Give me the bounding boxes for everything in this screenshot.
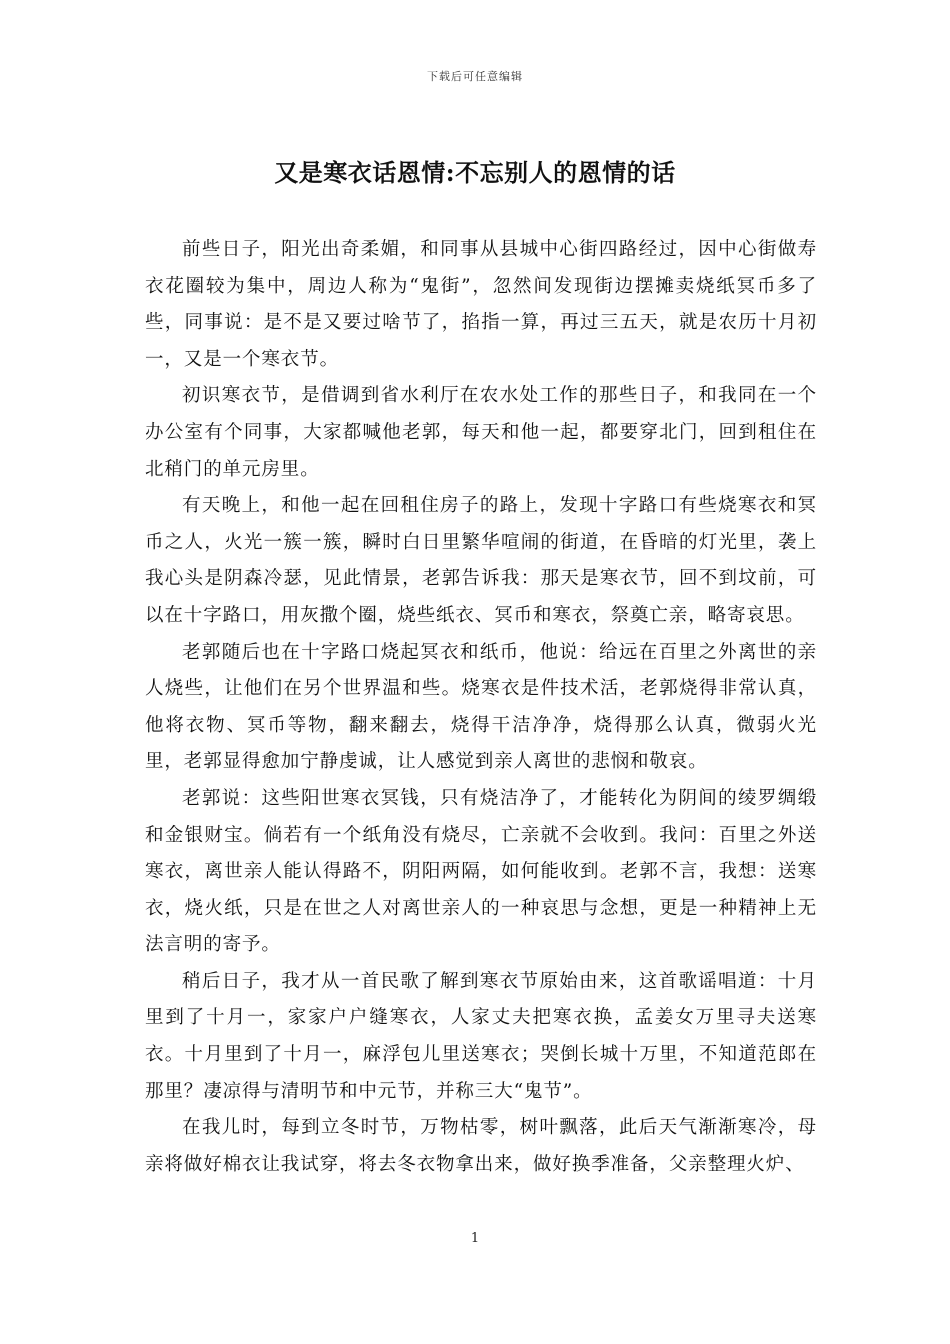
document-title: 又是寒衣话恩情:不忘别人的恩情的话 (274, 158, 676, 187)
paragraph: 老郭随后也在十字路口烧起冥衣和纸币，他说：给远在百里之外离世的亲人烧些，让他们在另个世界温和些。烧寒衣是件技术活，老郭烧得非常认真，他将衣物、冥币等物，翻来翻去，烧得干洁净净，烧得那么认真，微弱火光里，老郭显得愈加宁静虔诚，让人感觉到亲人离世的悲悯和敬哀。 (145, 641, 817, 773)
paragraph: 稍后日子，我才从一首民歌了解到寒衣节原始由来，这首歌谣唱道：十月里到了十月一，家家户户缝寒衣，人家丈夫把寒衣换，孟姜女万里寻夫送寒衣。十月里到了十月一，麻浮包儿里送寒衣；哭倒长城十万里，不知道范郎在那里？凄凉得与清明节和中元节，并称三大“鬼节”。 (145, 970, 817, 1102)
header-note: 下载后可任意编辑 (427, 70, 523, 83)
document-body (145, 232, 817, 1183)
paragraph: 有天晚上，和他一起在回租住房子的路上，发现十字路口有些烧寒衣和冥币之人，火光一簇一簇，瞬时白日里繁华喧闹的街道，在昏暗的灯光里，袭上我心头是阴森冷瑟，见此情景，老郭告诉我：那天是寒衣节，回不到坟前，可以在十字路口，用灰撒个圈，烧些纸衣、冥币和寒衣，祭奠亡亲，略寄哀思。 (145, 495, 817, 626)
paragraph: 初识寒衣节，是借调到省水利厅在农水处工作的那些日子，和我同在一个办公室有个同事，大家都喊他老郭，每天和他一起，都要穿北门，回到租住在北稍门的单元房里。 (145, 385, 817, 480)
page-number: 1 (470, 1231, 480, 1246)
paragraph: 老郭说：这些阳世寒衣冥钱，只有烧洁净了，才能转化为阴间的绫罗绸缎和金银财宝。倘若有一个纸角没有烧尽，亡亲就不会收到。我问：百里之外送寒衣，离世亲人能认得路不，阴阳两隔，如何能收到。老郭不言，我想：送寒衣，烧火纸，只是在世之人对离世亲人的一种哀思与念想，更是一种精神上无法言明的寄予。 (145, 787, 817, 956)
paragraph: 前些日子，阳光出奇柔媚，和同事从县城中心街四路经过，因中心街做寿衣花圈较为集中，周边人称为“鬼街”，忽然间发现街边摆摊卖烧纸冥币多了些，同事说：是不是又要过啥节了，掐指一算，再过三五天，就是农历十月初一，又是一个寒衣节。 (145, 239, 817, 370)
paragraph: 在我儿时，每到立冬时节，万物枯零，树叶飘落，此后天气渐渐寒冷，母亲将做好棉衣让我试穿，将去冬衣物拿出来，做好换季准备，父亲整理火炉、 (145, 1117, 817, 1175)
